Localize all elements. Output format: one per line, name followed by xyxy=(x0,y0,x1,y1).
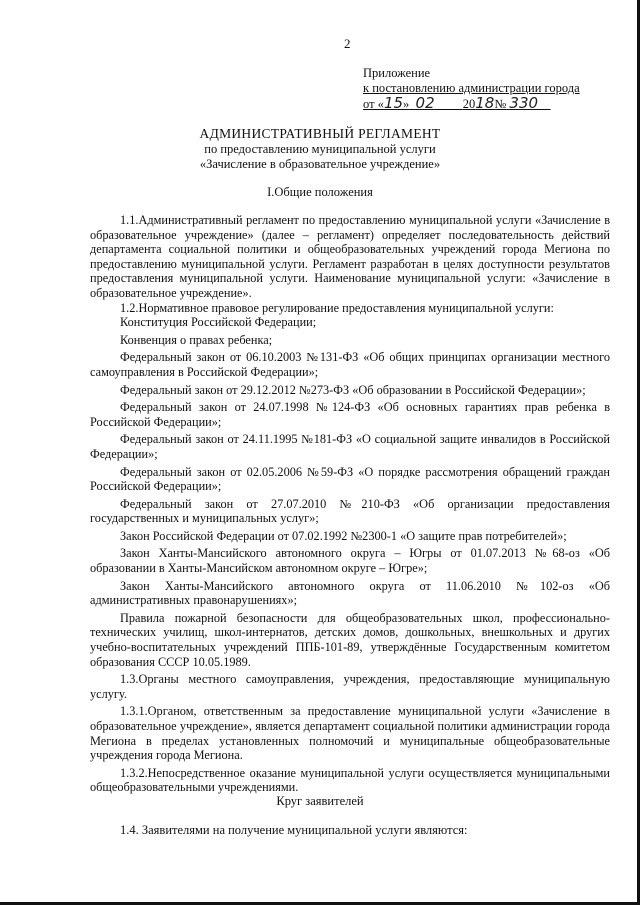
date-prefix: от « xyxy=(363,97,384,111)
regulation-title: АДМИНИСТРАТИВНЫЙ РЕГЛАМЕНТ xyxy=(199,126,441,141)
paragraph: Закон Ханты-Мансийского автономного округа от 11.06.2010 №102-оз «Об административных правонарушениях»; xyxy=(90,578,610,608)
paragraph: Федеральный закон от 24.11.1995 №181-ФЗ «О социальной защите инвалидов в Российской Федерации»; xyxy=(90,432,610,461)
appendix-label: Приложение xyxy=(363,66,431,80)
date-mid: » xyxy=(403,97,410,111)
paragraph: 1.1.Административный регламент по предоставлению муниципальной услуги «Зачисление в образовательное учреждение» (далее – регламент) определяет последовательность действий департамента социальной политики и общеобразовательных учреждений города Мегиона по предоставлению муниципальной услуги. Регламент разработан в целях доступности результатов предоставления муниципальной услуги. Наименование муниципальной услуги: «Зачисление в образовательное учреждение». xyxy=(90,213,610,300)
regulation-subtitle-1: по предоставлению муниципальной услуги xyxy=(204,142,436,156)
document-number: 330 xyxy=(509,94,539,112)
paragraph: Закон Ханты-Мансийского автономного округа – Югры от 01.07.2013 №68-оз «Об образовании в Ханты-Мансийском автономном округе – Югре»; xyxy=(90,546,610,576)
paragraph: 1.3.1.Органом, ответственным за предоставление муниципальной услуги «Зачисление в образовательное учреждение», является департамент социальной политики администрации города Мегиона в пределах установленных полномочий и муниципальные общеобразовательные учреждения города Мегиона. xyxy=(90,704,610,763)
paragraph: Федеральный закон от 06.10.2003 №131-ФЗ «Об общих принципах организации местного самоуправления в Российской Федерации»; xyxy=(90,350,610,379)
paragraph: 1.2.Нормативное правовое регулирование предоставления муниципальной услуги: xyxy=(120,300,554,315)
paragraph: Правила пожарной безопасности для общеобразовательных школ, профессионально-технических училищ, школ-интернатов, детских домов, дошкольных, внешкольных и других учебно-воспитательных учреждений ППБ-101-89, утверждённые Государственным комитетом образования СССР 10.05.1989. xyxy=(90,610,610,669)
paragraph: Конвенция о правах ребенка; xyxy=(120,332,273,347)
regulation-subtitle-2: «Зачисление в образовательное учреждение» xyxy=(199,157,441,171)
paragraph: 1.3.2.Непосредственное оказание муниципальной услуги осуществляется муниципальными общеобразовательными учреждениями. xyxy=(90,765,610,795)
date-year-prefix: 20 xyxy=(462,97,476,111)
document-body xyxy=(90,213,610,795)
paragraph: Федеральный закон от 27.07.2010 №210-ФЗ «Об организации предоставления государственных и муниципальных услуг»; xyxy=(90,496,610,526)
appendix-block xyxy=(363,66,613,114)
appendix-resolution: к постановлению администрации города xyxy=(363,81,580,95)
paragraph: Федеральный закон от 02.05.2006 №59-ФЗ «О порядке рассмотрения обращений граждан Российской Федерации»; xyxy=(90,464,610,494)
date-month: 02 xyxy=(415,94,435,112)
date-day: 15 xyxy=(383,94,404,112)
number-prefix: № xyxy=(494,97,507,111)
date-year: 18 xyxy=(475,94,495,112)
appendix-date-line xyxy=(363,96,613,114)
section-heading-applicants: Круг заявителей xyxy=(276,794,364,808)
page-number: 2 xyxy=(344,36,351,51)
paragraph: Федеральный закон от 24.07.1998 №124-ФЗ «Об основных гарантиях прав ребенка в Российской Федерации»; xyxy=(90,400,610,429)
paragraph: Закон Российской Федерации от 07.02.1992 №2300-1 «О защите прав потребителей»; xyxy=(120,528,567,543)
paragraph: Конституция Российской Федерации; xyxy=(120,315,317,330)
paragraph-applicants: 1.4. Заявителями на получение муниципальной услуги являются: xyxy=(120,823,468,837)
paragraph: Федеральный закон от 29.12.2012 №273-ФЗ «Об образовании в Российской Федерации»; xyxy=(120,382,586,397)
section-heading-general: I.Общие положения xyxy=(267,185,373,199)
paragraph: 1.3.Органы местного самоуправления, учреждения, предоставляющие муниципальную услугу. xyxy=(90,672,610,701)
